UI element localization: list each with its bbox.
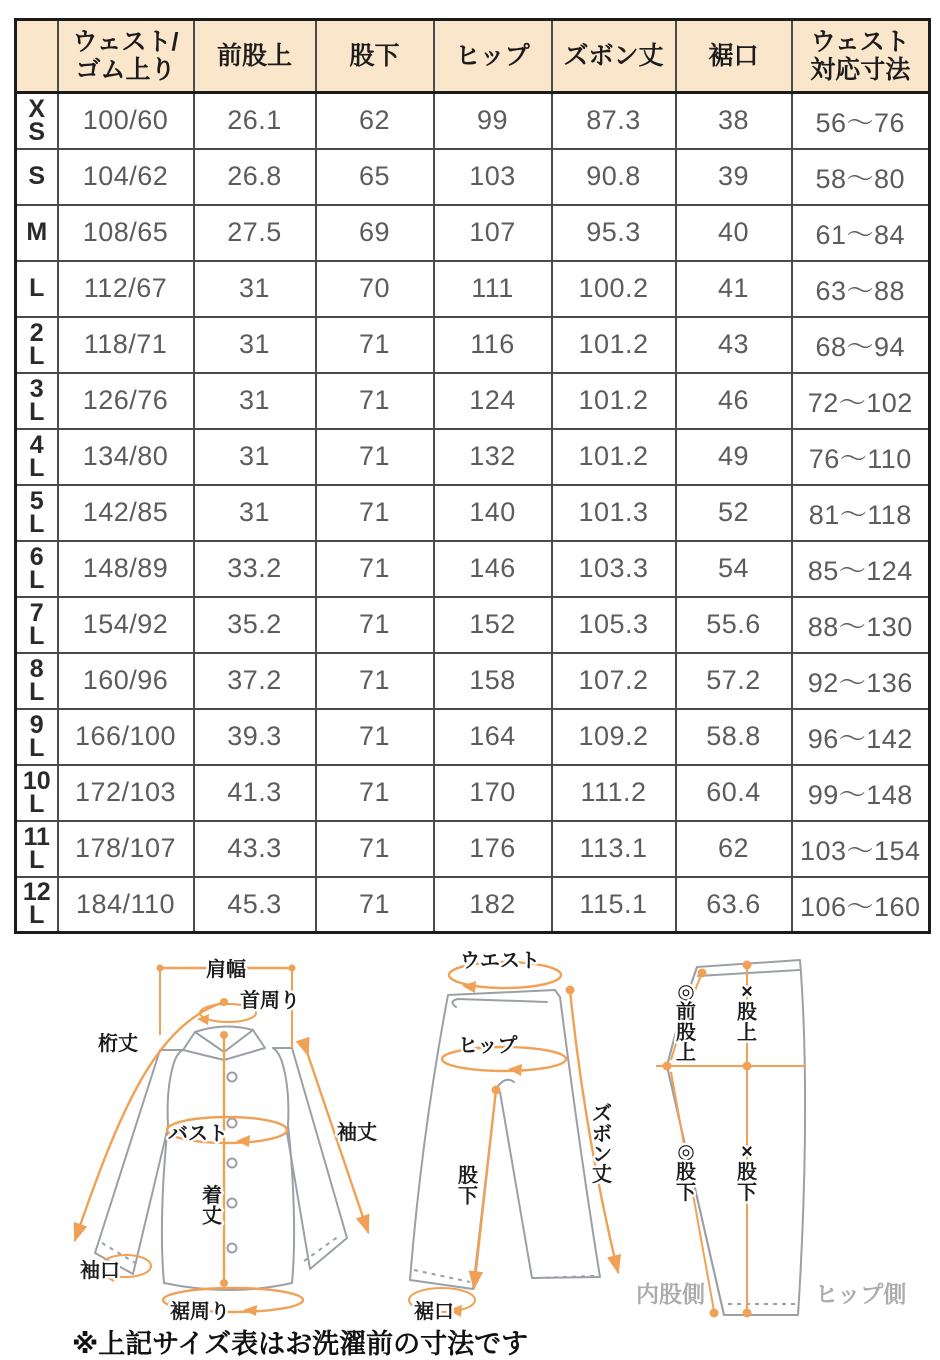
size-label: 5 L	[16, 485, 58, 541]
table-row	[16, 877, 930, 933]
measurement-cell: 176	[434, 821, 552, 877]
measurement-cell: 31	[194, 429, 316, 485]
measurement-cell: 106〜160	[792, 877, 930, 933]
measurement-cell: 164	[434, 709, 552, 765]
measurement-cell: 31	[194, 485, 316, 541]
measurement-cell: 158	[434, 653, 552, 709]
pants-inseam-label: 股下	[458, 1165, 478, 1208]
measurement-cell: 160/96	[58, 653, 194, 709]
size-label: M	[16, 205, 58, 261]
measurement-cell: 170	[434, 765, 552, 821]
measurement-cell: 72〜102	[792, 373, 930, 429]
measurement-cell: 103.3	[552, 541, 676, 597]
measurement-cell: 43	[676, 317, 792, 373]
side-rise-label: ×股上	[737, 981, 757, 1044]
measurement-cell: 101.2	[552, 317, 676, 373]
measurement-cell: 99〜148	[792, 765, 930, 821]
column-header: ズボン丈	[552, 20, 676, 93]
pants-hip-label: ヒップ	[458, 1035, 518, 1057]
column-header: 前股上	[194, 20, 316, 93]
size-label: 3 L	[16, 373, 58, 429]
side-inner-side-label: 内股側	[636, 1281, 705, 1307]
measurement-cell: 101.2	[552, 373, 676, 429]
measurement-cell: 108/65	[58, 205, 194, 261]
measurement-cell: 124	[434, 373, 552, 429]
measurement-cell: 182	[434, 877, 552, 933]
measurement-cell: 26.8	[194, 149, 316, 205]
measurement-cell: 49	[676, 429, 792, 485]
shirt-outline	[95, 1026, 347, 1290]
measurement-cell: 61〜84	[792, 205, 930, 261]
measurement-cell: 132	[434, 429, 552, 485]
measurement-cell: 70	[316, 261, 434, 317]
side-hip-side-label: ヒップ側	[815, 1281, 907, 1307]
measurement-cell: 71	[316, 709, 434, 765]
measurement-cell: 92〜136	[792, 653, 930, 709]
measurement-cell: 68〜94	[792, 317, 930, 373]
measurement-cell: 103〜154	[792, 821, 930, 877]
pants-waist-label: ウエスト	[460, 950, 540, 972]
size-label: 8 L	[16, 653, 58, 709]
measurement-cell: 41.3	[194, 765, 316, 821]
measurement-cell: 71	[316, 877, 434, 933]
measurement-cell: 99	[434, 93, 552, 149]
side-inseam-b-label: ×股下	[737, 1141, 757, 1204]
measurement-cell: 88〜130	[792, 597, 930, 653]
measurement-cell: 152	[434, 597, 552, 653]
shirt-hem-round-label: 裾周り	[170, 1301, 230, 1323]
measurement-cell: 38	[676, 93, 792, 149]
table-row	[16, 205, 930, 261]
measurement-cell: 55.6	[676, 597, 792, 653]
measurement-cell: 46	[676, 373, 792, 429]
measurement-cell: 90.8	[552, 149, 676, 205]
measurement-cell: 109.2	[552, 709, 676, 765]
measurement-cell: 104/62	[58, 149, 194, 205]
measurement-cell: 65	[316, 149, 434, 205]
column-header: ウェスト/ ゴム上り	[58, 20, 194, 93]
shirt-cuff-label: 袖口	[80, 1260, 120, 1282]
measurement-cell: 95.3	[552, 205, 676, 261]
measurement-cell: 116	[434, 317, 552, 373]
measurement-cell: 76〜110	[792, 429, 930, 485]
measurement-cell: 71	[316, 821, 434, 877]
pre-wash-note: ※上記サイズ表はお洗濯前の寸法です	[72, 1329, 529, 1359]
table-row	[16, 93, 930, 149]
measurement-cell: 31	[194, 373, 316, 429]
measurement-cell: 134/80	[58, 429, 194, 485]
measurement-cell: 56〜76	[792, 93, 930, 149]
measurement-cell: 142/85	[58, 485, 194, 541]
size-label: 10 L	[16, 765, 58, 821]
measurement-cell: 71	[316, 541, 434, 597]
measurement-cell: 85〜124	[792, 541, 930, 597]
table-row	[16, 821, 930, 877]
shirt-sleeve-length-label: 袖丈	[337, 1122, 377, 1144]
measurement-cell: 69	[316, 205, 434, 261]
shirt-bust-label: バスト	[168, 1123, 228, 1145]
measurement-cell: 52	[676, 485, 792, 541]
measurement-cell: 105.3	[552, 597, 676, 653]
measurement-cell: 115.1	[552, 877, 676, 933]
measurement-cell: 71	[316, 373, 434, 429]
column-header: ウェスト 対応寸法	[792, 20, 930, 93]
measurement-cell: 101.3	[552, 485, 676, 541]
measurement-cell: 184/110	[58, 877, 194, 933]
table-row	[16, 709, 930, 765]
measurement-cell: 63〜88	[792, 261, 930, 317]
shirt-body-length-label: 着丈	[202, 1185, 222, 1228]
measurement-cell: 33.2	[194, 541, 316, 597]
measurement-cell: 172/103	[58, 765, 194, 821]
measurement-cell: 57.2	[676, 653, 792, 709]
measurement-cell: 39.3	[194, 709, 316, 765]
size-label: 9 L	[16, 709, 58, 765]
size-table-header	[16, 20, 930, 93]
measurement-cell: 96〜142	[792, 709, 930, 765]
measurement-cell: 35.2	[194, 597, 316, 653]
table-row	[16, 653, 930, 709]
measurement-cell: 60.4	[676, 765, 792, 821]
pants-hem-label: 裾口	[414, 1301, 454, 1323]
table-row	[16, 373, 930, 429]
measurement-cell: 101.2	[552, 429, 676, 485]
side-inseam-a-label: ◎股下	[676, 1141, 696, 1204]
size-table	[14, 18, 931, 934]
measurement-cell: 40	[676, 205, 792, 261]
measurement-cell: 112/67	[58, 261, 194, 317]
measurement-cell: 178/107	[58, 821, 194, 877]
shirt-shoulder-width-label: 肩幅	[206, 959, 246, 981]
column-header: 股下	[316, 20, 434, 93]
table-row	[16, 149, 930, 205]
measurement-cell: 103	[434, 149, 552, 205]
size-label: 11 L	[16, 821, 58, 877]
measurement-cell: 148/89	[58, 541, 194, 597]
measurement-diagrams	[0, 940, 940, 1360]
table-row	[16, 597, 930, 653]
table-row	[16, 429, 930, 485]
shirt-diagram	[40, 940, 390, 1360]
measurement-cell: 118/71	[58, 317, 194, 373]
measurement-cell: 63.6	[676, 877, 792, 933]
measurement-cell: 81〜118	[792, 485, 930, 541]
measurement-cell: 154/92	[58, 597, 194, 653]
measurement-cell: 62	[316, 93, 434, 149]
pants-front-measure-lines	[409, 962, 618, 1317]
size-label: 12 L	[16, 877, 58, 933]
pants-side-diagram	[636, 940, 920, 1350]
measurement-cell: 71	[316, 653, 434, 709]
measurement-cell: 87.3	[552, 93, 676, 149]
measurement-cell: 111.2	[552, 765, 676, 821]
measurement-cell: 140	[434, 485, 552, 541]
table-row	[16, 765, 930, 821]
measurement-cell: 71	[316, 597, 434, 653]
pants-length-label: ズボン丈	[592, 1103, 612, 1187]
measurement-cell: 45.3	[194, 877, 316, 933]
table-row	[16, 261, 930, 317]
shirt-yuki-length-label: 桁丈	[98, 1033, 138, 1055]
size-label: L	[16, 261, 58, 317]
measurement-cell: 26.1	[194, 93, 316, 149]
measurement-cell: 31	[194, 317, 316, 373]
measurement-cell: 43.3	[194, 821, 316, 877]
size-label: 6 L	[16, 541, 58, 597]
table-row	[16, 541, 930, 597]
measurement-cell: 27.5	[194, 205, 316, 261]
size-label: 7 L	[16, 597, 58, 653]
measurement-cell: 113.1	[552, 821, 676, 877]
measurement-cell: 71	[316, 429, 434, 485]
measurement-cell: 111	[434, 261, 552, 317]
measurement-cell: 31	[194, 261, 316, 317]
size-table-body	[16, 93, 930, 933]
measurement-cell: 107	[434, 205, 552, 261]
measurement-cell: 58.8	[676, 709, 792, 765]
size-label: X S	[16, 93, 58, 149]
column-header: ヒップ	[434, 20, 552, 93]
side-front-rise-label: ◎前股上	[676, 981, 696, 1065]
header-row	[16, 20, 930, 93]
measurement-cell: 39	[676, 149, 792, 205]
size-label: S	[16, 149, 58, 205]
measurement-cell: 62	[676, 821, 792, 877]
measurement-cell: 146	[434, 541, 552, 597]
measurement-cell: 100/60	[58, 93, 194, 149]
measurement-cell: 71	[316, 317, 434, 373]
measurement-cell: 100.2	[552, 261, 676, 317]
size-label: 4 L	[16, 429, 58, 485]
measurement-cell: 71	[316, 485, 434, 541]
size-label: 2 L	[16, 317, 58, 373]
measurement-cell: 41	[676, 261, 792, 317]
measurement-cell: 58〜80	[792, 149, 930, 205]
measurement-cell: 37.2	[194, 653, 316, 709]
measurement-cell: 54	[676, 541, 792, 597]
pants-front-diagram	[390, 940, 650, 1355]
corner-header-cell	[16, 20, 58, 93]
measurement-cell: 107.2	[552, 653, 676, 709]
measurement-cell: 166/100	[58, 709, 194, 765]
table-row	[16, 317, 930, 373]
column-header: 裾口	[676, 20, 792, 93]
shirt-neck-round-label: 首周り	[240, 990, 300, 1012]
table-row	[16, 485, 930, 541]
measurement-cell: 126/76	[58, 373, 194, 429]
measurement-cell: 71	[316, 765, 434, 821]
